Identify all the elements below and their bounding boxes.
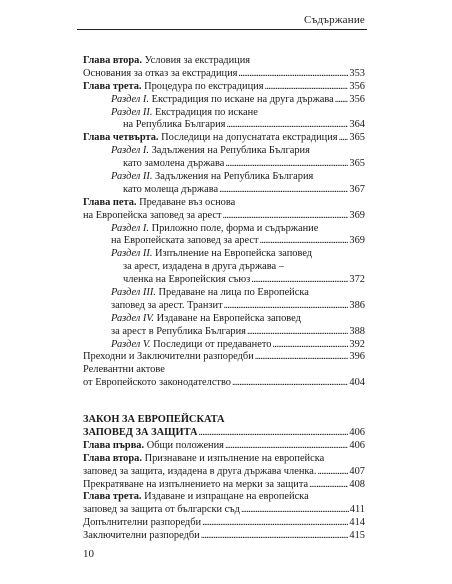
entry-title: Издаване и изпращане на европейска	[141, 491, 309, 503]
dot-leader	[247, 326, 348, 339]
entry-title: за арест в Република България	[111, 325, 246, 337]
entry-title: Преходни и Заключителни разпоредби	[83, 351, 254, 363]
dot-leader	[198, 427, 348, 440]
chapter-label: Глава първа.	[83, 439, 145, 451]
entry-title: Задължения на Република България	[152, 171, 314, 182]
entry-title: Основания за отказ за екстрадиция	[83, 67, 238, 79]
chapter-label: Глава четвърта.	[83, 132, 159, 144]
chapter-label: Глава втора.	[83, 452, 142, 464]
dot-leader	[201, 530, 349, 543]
section-spacer	[83, 390, 365, 402]
entry-page-number: 408	[349, 478, 365, 490]
entry-page-number: 388	[349, 325, 365, 337]
entry-page-number: 415	[349, 530, 365, 542]
entry-title: Допълнителни разпоредби	[83, 517, 202, 529]
entry-page-number: 372	[349, 274, 365, 286]
section-label: Раздел V.	[111, 338, 151, 350]
entry-page-number: 367	[349, 183, 365, 195]
toc-entry	[83, 492, 365, 505]
toc-entry	[83, 339, 365, 352]
entry-title: Приложно поле, форма и съдържание	[149, 222, 319, 234]
toc-entry	[83, 223, 365, 236]
entry-page-number: 396	[349, 351, 365, 363]
toc-entry	[83, 81, 365, 94]
dot-leader	[309, 479, 348, 492]
chapter-label: Глава втора.	[83, 54, 142, 66]
dot-leader	[255, 351, 349, 364]
entry-title: от Европейското законодателство	[83, 377, 231, 389]
dot-leader	[238, 68, 348, 81]
dot-leader	[241, 504, 349, 517]
toc-entry	[83, 119, 365, 132]
dot-leader	[226, 119, 348, 132]
entry-text	[111, 313, 301, 326]
dot-leader	[225, 440, 348, 453]
entry-text	[111, 107, 258, 120]
entry-title: Издаване на Европейска заповед	[154, 312, 301, 324]
entry-title: на Република България	[123, 119, 226, 131]
toc-entry	[83, 453, 365, 466]
entry-page-number: 369	[349, 235, 365, 247]
entry-text	[83, 440, 224, 453]
toc-entry	[83, 55, 365, 68]
dot-leader	[225, 158, 348, 171]
section-title-line2: ЗАПОВЕД ЗА ЗАЩИТА	[83, 427, 198, 439]
entry-text	[83, 81, 264, 94]
toc-entry	[83, 504, 365, 517]
section-label: Раздел II.	[111, 106, 153, 118]
chapter-label: Глава трета.	[83, 491, 142, 503]
entry-text	[111, 223, 318, 236]
toc-entry	[83, 248, 365, 261]
toc-entry	[83, 184, 365, 197]
entry-text	[111, 94, 334, 107]
toc-entry	[83, 132, 365, 145]
toc-entry	[83, 107, 365, 120]
entry-text	[111, 248, 312, 261]
entry-text	[83, 132, 338, 145]
dot-leader	[223, 210, 349, 223]
toc-entry	[83, 313, 365, 326]
entry-title: Изпълнение на Европейска заповед	[152, 248, 313, 260]
entry-text	[123, 261, 284, 274]
entry-text	[111, 326, 246, 339]
header-title: Съдържание	[304, 14, 365, 26]
entry-page-number: 392	[349, 338, 365, 350]
chapter-label: Глава трета.	[83, 80, 142, 92]
entry-title: като замолена държава	[123, 158, 225, 170]
entry-title: Екстрадиция по искане на друга държава	[149, 93, 334, 105]
dot-leader	[202, 517, 348, 530]
entry-page-number: 353	[349, 67, 365, 79]
toc-entry	[83, 517, 365, 530]
entry-text	[83, 479, 308, 492]
dot-leader	[317, 466, 348, 479]
entry-text	[83, 377, 231, 390]
section-label: Раздел I.	[111, 222, 149, 234]
dot-leader	[265, 81, 349, 94]
entry-page-number: 365	[349, 132, 365, 144]
toc-entry	[83, 377, 365, 390]
section-label: Раздел II.	[111, 171, 153, 182]
entry-title: Задължения на Република България	[149, 145, 310, 157]
entry-page-number: 356	[349, 80, 365, 92]
entry-page-number: 365	[349, 158, 365, 170]
entry-title: като молеща държава	[123, 183, 219, 195]
entry-title: Последици от предаването	[150, 338, 272, 350]
entry-title: Релевантни актове	[83, 364, 165, 376]
toc-entry	[83, 479, 365, 492]
entry-text	[111, 339, 271, 352]
entry-text	[111, 145, 310, 158]
entry-text	[83, 530, 200, 543]
table-of-contents	[83, 55, 365, 543]
toc-entry	[83, 235, 365, 248]
entry-text	[83, 453, 324, 466]
toc-entry	[83, 530, 365, 543]
entry-page-number: 411	[349, 504, 365, 516]
entry-page-number: 386	[349, 299, 365, 311]
entry-title: Условия за екстрадиция	[141, 54, 251, 66]
entry-title: Заключителни разпоредби	[83, 530, 200, 542]
toc-entry	[83, 210, 365, 223]
dot-leader	[219, 184, 348, 197]
entry-page-number: 407	[349, 465, 365, 477]
entry-page-number: 364	[349, 119, 365, 131]
entry-text	[123, 158, 224, 171]
entry-text	[111, 235, 259, 248]
entry-title: Прекратяване на изпълнението на мерки за защита	[83, 478, 309, 490]
toc-entry	[83, 94, 365, 107]
entry-text	[123, 119, 225, 132]
entry-text	[83, 466, 316, 479]
entry-title: заповед за защита от български съд	[83, 504, 240, 516]
chapter-label: Глава пета.	[83, 196, 137, 208]
section-title-row	[83, 427, 365, 440]
entry-title: Процедура по екстрадиция	[141, 80, 264, 92]
entry-text	[111, 287, 309, 300]
toc-entry	[83, 274, 365, 287]
running-header	[77, 12, 367, 30]
dot-leader	[272, 339, 348, 352]
toc-entry	[83, 351, 365, 364]
entry-text	[83, 504, 240, 517]
entry-title: Предаване въз основа	[136, 196, 236, 208]
section-spacer	[83, 402, 365, 414]
entry-title: Последици на допуснатата екстрадиция	[158, 132, 338, 144]
dot-leader	[335, 94, 349, 107]
dot-leader	[224, 300, 349, 313]
toc-entry	[83, 287, 365, 300]
dot-leader	[339, 132, 349, 145]
entry-title: членка на Европейския съюз	[123, 274, 251, 286]
entry-title: заповед за арест. Транзит	[111, 299, 223, 311]
entry-title: за арест, издадена в друга държава –	[123, 261, 284, 273]
entry-title: Общи положения	[144, 439, 224, 451]
toc-entry	[83, 158, 365, 171]
entry-text	[83, 491, 309, 504]
toc-entry	[83, 300, 365, 313]
entry-text	[83, 210, 222, 223]
section-title-line1: ЗАКОН ЗА ЕВРОПЕЙСКАТА	[83, 414, 225, 426]
dot-leader	[260, 235, 349, 248]
entry-text	[111, 300, 223, 313]
entry-text	[111, 171, 313, 184]
entry-page-number: 406	[349, 427, 365, 439]
toc-entry	[83, 326, 365, 339]
toc-entry	[83, 68, 365, 81]
entry-text	[83, 197, 235, 210]
toc-entry	[83, 171, 365, 184]
entry-text	[83, 68, 237, 81]
section-label: Раздел I.	[111, 93, 149, 105]
toc-entry	[83, 197, 365, 210]
page-number: 10	[83, 548, 94, 560]
entry-text	[123, 274, 250, 287]
entry-title: на Европейската заповед за арест	[111, 235, 259, 247]
section-label: Раздел II.	[111, 248, 153, 260]
entry-text	[83, 351, 254, 364]
toc-entry	[83, 261, 365, 274]
dot-leader	[251, 274, 348, 287]
entry-title: Предаване на лица по Европейска	[155, 287, 309, 299]
entry-text	[83, 364, 165, 377]
section-label: Раздел I.	[111, 145, 149, 157]
entry-page-number: 414	[349, 517, 365, 529]
entry-title: на Европейска заповед за арест	[83, 209, 222, 221]
toc-entry	[83, 145, 365, 158]
entry-title: Екстрадиция по искане	[152, 106, 258, 118]
entry-page-number: 404	[349, 377, 365, 389]
entry-page-number: 406	[349, 439, 365, 451]
entry-page-number: 369	[349, 209, 365, 221]
toc-entry	[83, 364, 365, 377]
toc-entry	[83, 440, 365, 453]
entry-page-number: 356	[349, 93, 365, 105]
section-label: Раздел IV.	[111, 312, 154, 324]
toc-entry	[83, 466, 365, 479]
section-label: Раздел III.	[111, 287, 156, 299]
entry-title: заповед за защита, издадена в друга държава членка.	[83, 465, 317, 477]
entry-title: Признаване и изпълнение на европейска	[141, 452, 325, 464]
entry-text	[83, 55, 250, 68]
entry-text	[123, 184, 218, 197]
entry-text	[83, 517, 201, 530]
dot-leader	[232, 377, 348, 390]
